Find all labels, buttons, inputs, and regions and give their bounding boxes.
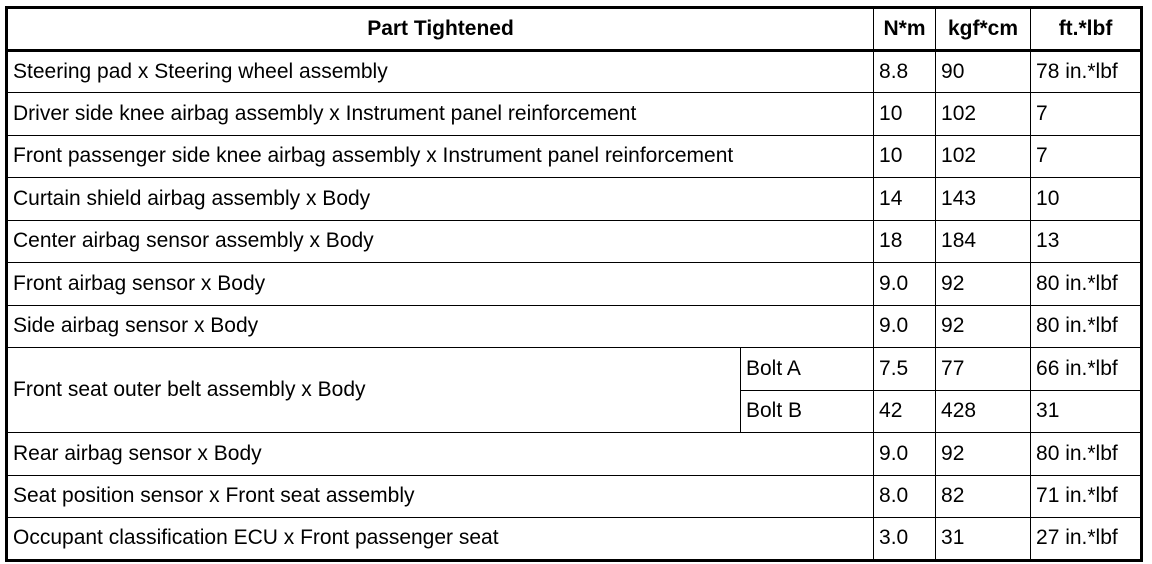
kgf-cm-cell: 102 [936, 135, 1031, 178]
nm-cell: 10 [874, 93, 936, 136]
part-cell: Side airbag sensor x Body [7, 305, 874, 348]
nm-cell: 3.0 [874, 518, 936, 561]
kgf-cm-cell: 82 [936, 475, 1031, 518]
ft-lbf-cell: 7 [1031, 135, 1142, 178]
ft-lbf-cell: 80 in.*lbf [1031, 305, 1142, 348]
nm-cell: 14 [874, 178, 936, 221]
nm-cell: 18 [874, 220, 936, 263]
header-kgf-cm: kgf*cm [936, 8, 1031, 51]
part-cell: Center airbag sensor assembly x Body [7, 220, 874, 263]
kgf-cm-cell: 92 [936, 305, 1031, 348]
ft-lbf-cell: 66 in.*lbf [1031, 348, 1142, 391]
part-cell: Occupant classification ECU x Front passenger seat [7, 518, 874, 561]
kgf-cm-cell: 428 [936, 390, 1031, 433]
ft-lbf-cell: 10 [1031, 178, 1142, 221]
table-row [7, 50, 1142, 93]
part-cell: Driver side knee airbag assembly x Instrument panel reinforcement [7, 93, 874, 136]
table-row [7, 93, 1142, 136]
ft-lbf-cell: 31 [1031, 390, 1142, 433]
part-cell-seatbelt: Front seat outer belt assembly x Body [7, 348, 741, 433]
part-cell: Front airbag sensor x Body [7, 263, 874, 306]
part-cell: Curtain shield airbag assembly x Body [7, 178, 874, 221]
ft-lbf-cell: 80 in.*lbf [1031, 433, 1142, 476]
table-row [7, 220, 1142, 263]
part-cell: Rear airbag sensor x Body [7, 433, 874, 476]
ft-lbf-cell: 13 [1031, 220, 1142, 263]
table-row [7, 305, 1142, 348]
torque-spec-table [5, 6, 1143, 562]
kgf-cm-cell: 90 [936, 50, 1031, 93]
ft-lbf-cell: 78 in.*lbf [1031, 50, 1142, 93]
nm-cell: 8.8 [874, 50, 936, 93]
part-cell: Steering pad x Steering wheel assembly [7, 50, 874, 93]
nm-cell: 10 [874, 135, 936, 178]
bolt-cell: Bolt A [741, 348, 874, 391]
kgf-cm-cell: 102 [936, 93, 1031, 136]
ft-lbf-cell: 7 [1031, 93, 1142, 136]
kgf-cm-cell: 92 [936, 263, 1031, 306]
nm-cell: 9.0 [874, 263, 936, 306]
table-row-seatbelt-bolt-a [7, 348, 1142, 391]
table-row [7, 178, 1142, 221]
nm-cell: 8.0 [874, 475, 936, 518]
table-row [7, 518, 1142, 561]
header-nm: N*m [874, 8, 936, 51]
table-row [7, 135, 1142, 178]
nm-cell: 42 [874, 390, 936, 433]
header-ft-lbf: ft.*lbf [1031, 8, 1142, 51]
kgf-cm-cell: 92 [936, 433, 1031, 476]
header-part-tightened: Part Tightened [7, 8, 874, 51]
part-cell: Seat position sensor x Front seat assembly [7, 475, 874, 518]
ft-lbf-cell: 80 in.*lbf [1031, 263, 1142, 306]
nm-cell: 9.0 [874, 305, 936, 348]
table-row [7, 433, 1142, 476]
kgf-cm-cell: 31 [936, 518, 1031, 561]
ft-lbf-cell: 27 in.*lbf [1031, 518, 1142, 561]
kgf-cm-cell: 184 [936, 220, 1031, 263]
bolt-cell: Bolt B [741, 390, 874, 433]
table-row [7, 475, 1142, 518]
ft-lbf-cell: 71 in.*lbf [1031, 475, 1142, 518]
nm-cell: 9.0 [874, 433, 936, 476]
kgf-cm-cell: 143 [936, 178, 1031, 221]
table-header-row [7, 8, 1142, 51]
part-cell: Front passenger side knee airbag assembly x Instrument panel reinforcement [7, 135, 874, 178]
kgf-cm-cell: 77 [936, 348, 1031, 391]
nm-cell: 7.5 [874, 348, 936, 391]
table-row [7, 263, 1142, 306]
